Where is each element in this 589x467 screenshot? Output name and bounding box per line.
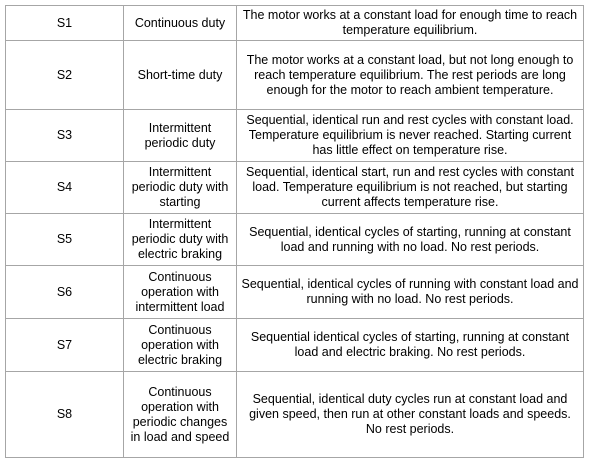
table-row — [6, 6, 584, 41]
duty-name-cell: Continuous operation with electric braking — [124, 319, 237, 372]
duty-description-cell: Sequential, identical cycles of starting, running at constant load and running with no load. No rest periods. — [237, 214, 584, 266]
duty-cycle-table-body — [6, 6, 584, 458]
duty-name-cell: Continuous operation with intermittent load — [124, 266, 237, 319]
duty-code-cell: S3 — [6, 110, 124, 162]
table-row — [6, 110, 584, 162]
duty-code-cell: S7 — [6, 319, 124, 372]
table-row — [6, 41, 584, 110]
table-row — [6, 319, 584, 372]
table-row — [6, 266, 584, 319]
duty-description-cell: Sequential, identical cycles of running with constant load and running with no load. No rest periods. — [237, 266, 584, 319]
duty-description-cell: Sequential, identical run and rest cycles with constant load. Temperature equilibrium is never reached. Starting current has little effect on temperature rise. — [237, 110, 584, 162]
duty-code-cell: S2 — [6, 41, 124, 110]
duty-description-cell: Sequential, identical duty cycles run at constant load and given speed, then run at other constant loads and speeds. No rest periods. — [237, 372, 584, 458]
duty-description-cell: The motor works at a constant load for enough time to reach temperature equilibrium. — [237, 6, 584, 41]
duty-code-cell: S5 — [6, 214, 124, 266]
duty-description-cell: The motor works at a constant load, but not long enough to reach temperature equilibrium. The rest periods are long enough for the motor to reach ambient temperature. — [237, 41, 584, 110]
duty-name-cell: Intermittent periodic duty — [124, 110, 237, 162]
duty-cycle-table — [5, 5, 584, 458]
duty-name-cell: Continuous duty — [124, 6, 237, 41]
duty-description-cell: Sequential, identical start, run and rest cycles with constant load. Temperature equilibrium is not reached, but starting current affects temperature rise. — [237, 162, 584, 214]
duty-code-cell: S1 — [6, 6, 124, 41]
duty-code-cell: S4 — [6, 162, 124, 214]
table-row — [6, 214, 584, 266]
duty-code-cell: S8 — [6, 372, 124, 458]
table-row — [6, 162, 584, 214]
duty-description-cell: Sequential identical cycles of starting, running at constant load and electric braking. No rest periods. — [237, 319, 584, 372]
duty-name-cell: Short-time duty — [124, 41, 237, 110]
duty-name-cell: Intermittent periodic duty with starting — [124, 162, 237, 214]
duty-name-cell: Continuous operation with periodic changes in load and speed — [124, 372, 237, 458]
duty-name-cell: Intermittent periodic duty with electric braking — [124, 214, 237, 266]
table-row — [6, 372, 584, 458]
duty-code-cell: S6 — [6, 266, 124, 319]
